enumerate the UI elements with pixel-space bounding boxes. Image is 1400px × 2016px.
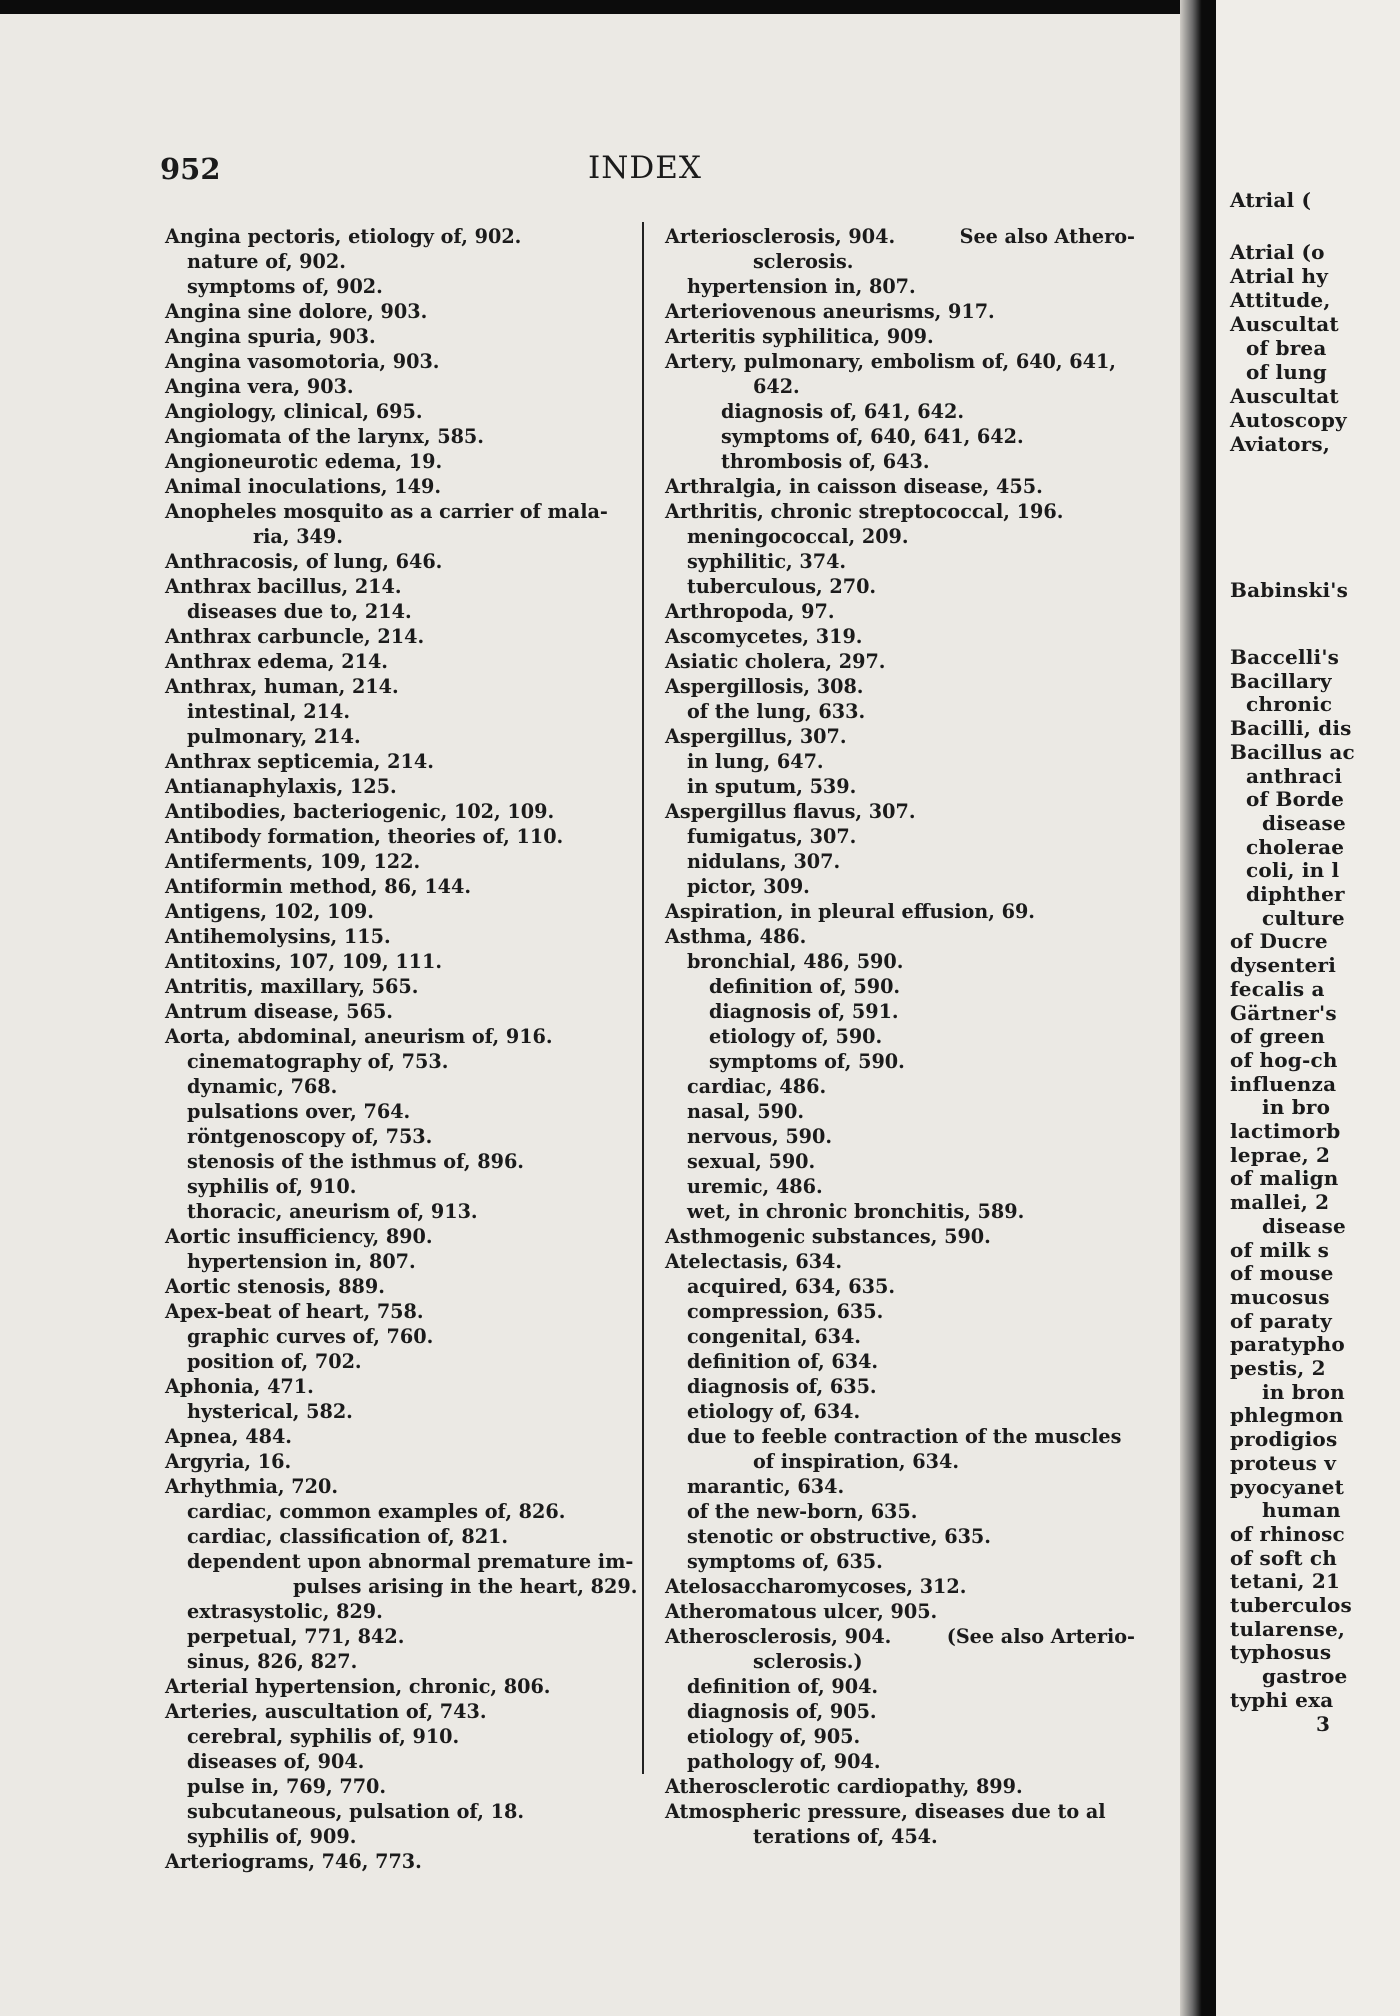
index-entry: cinematography of, 753.: [187, 1050, 449, 1073]
facing-page-line: tuberculos: [1230, 1593, 1352, 1617]
index-entry: diagnosis of, 591.: [709, 1000, 899, 1023]
index-entry: sinus, 826, 827.: [187, 1650, 358, 1673]
index-entry: hypertension in, 807.: [687, 275, 916, 298]
facing-page-line: fecalis a: [1230, 976, 1325, 1001]
index-entry: position of, 702.: [187, 1350, 362, 1373]
facing-page-line: typhosus: [1230, 1640, 1332, 1665]
index-entry: due to feeble contraction of the muscles: [687, 1425, 1122, 1448]
index-entry: dependent upon abnormal premature im-: [187, 1550, 634, 1573]
facing-page-line: of milk s: [1230, 1237, 1330, 1262]
index-entry: etiology of, 905.: [687, 1725, 861, 1748]
index-entry: Aspergillus flavus, 307.: [665, 800, 916, 823]
index-entry: acquired, 634, 635.: [687, 1275, 896, 1298]
index-entry: sclerosis.): [753, 1650, 863, 1673]
column-divider: [642, 222, 644, 1774]
index-entry: Arthritis, chronic streptococcal, 196.: [665, 500, 1064, 523]
index-entry: Antiformin method, 86, 144.: [165, 875, 472, 898]
facing-page-line: of rhinosc: [1230, 1521, 1345, 1546]
facing-page-line: proteus v: [1230, 1450, 1337, 1475]
index-entry: bronchial, 486, 590.: [687, 950, 904, 973]
facing-page-line: phlegmon: [1230, 1403, 1344, 1428]
index-entry: Arteries, auscultation of, 743.: [165, 1700, 487, 1723]
index-entry: symptoms of, 902.: [187, 275, 383, 298]
book-gutter: [1180, 0, 1216, 2016]
index-entry: thrombosis of, 643.: [721, 450, 930, 473]
index-entry: Antrum disease, 565.: [165, 1000, 393, 1023]
index-entry: Atelectasis, 634.: [665, 1250, 843, 1273]
index-entry-part: (See also Arterio-: [946, 1625, 1135, 1648]
facing-page-line: of malign: [1230, 1166, 1339, 1191]
facing-page-line: Baccelli's: [1230, 645, 1340, 669]
facing-page-line: Attitude,: [1230, 288, 1331, 312]
index-entry: Anthrax carbuncle, 214.: [165, 625, 425, 648]
index-entry: diseases of, 904.: [187, 1750, 365, 1773]
index-entry: Angina spuria, 903.: [165, 325, 376, 348]
page-title: INDEX: [588, 150, 702, 186]
facing-page-line: tetani, 21: [1230, 1569, 1341, 1594]
index-entry: Asthmogenic substances, 590.: [665, 1225, 991, 1248]
index-page: [0, 14, 1196, 2016]
facing-page-line: 3: [1316, 1711, 1331, 1736]
index-entry: Anthrax, human, 214.: [165, 675, 399, 698]
facing-page-line: of paraty: [1230, 1308, 1333, 1333]
index-entry: symptoms of, 590.: [709, 1050, 905, 1073]
facing-page-line: disease: [1262, 1213, 1346, 1238]
index-entry: in lung, 647.: [687, 750, 824, 773]
index-entry: congenital, 634.: [687, 1325, 861, 1348]
index-entry: cardiac, classification of, 821.: [187, 1525, 509, 1548]
index-entry: wet, in chronic bronchitis, 589.: [687, 1200, 1025, 1223]
index-entry: nervous, 590.: [687, 1125, 833, 1148]
facing-page-line: chronic: [1246, 692, 1333, 717]
index-entry: Antibody formation, theories of, 110.: [165, 825, 564, 848]
facing-page-line: diphther: [1246, 882, 1345, 906]
facing-page-line: cholerae: [1246, 834, 1345, 859]
index-entry: definition of, 904.: [687, 1675, 879, 1698]
index-entry: pathology of, 904.: [687, 1750, 881, 1773]
facing-page-line: in bro: [1262, 1095, 1331, 1120]
index-entry: Aphonia, 471.: [165, 1375, 314, 1398]
index-entry: sclerosis.: [753, 250, 854, 273]
index-entry: Anthracosis, of lung, 646.: [165, 550, 443, 573]
index-entry: Angiology, clinical, 695.: [165, 400, 423, 423]
index-entry: definition of, 590.: [709, 975, 901, 998]
index-column-right: [665, 224, 1135, 1849]
index-entry: subcutaneous, pulsation of, 18.: [187, 1800, 525, 1823]
index-entry: röntgenoscopy of, 753.: [187, 1125, 433, 1148]
index-entry: intestinal, 214.: [187, 700, 351, 723]
index-entry: in sputum, 539.: [687, 775, 857, 798]
index-entry: nature of, 902.: [187, 250, 346, 273]
index-entry: Anopheles mosquito as a carrier of mala-: [165, 500, 608, 523]
index-entry: Apnea, 484.: [165, 1425, 292, 1448]
index-entry: sexual, 590.: [687, 1150, 816, 1173]
index-entry: pulse in, 769, 770.: [187, 1775, 387, 1798]
index-entry: nidulans, 307.: [687, 850, 841, 873]
facing-page-line: Atrial hy: [1230, 264, 1329, 288]
index-entry: Antihemolysins, 115.: [165, 925, 391, 948]
index-entry: definition of, 634.: [687, 1350, 879, 1373]
facing-page-line: Bacilli, dis: [1230, 716, 1352, 741]
index-entry: symptoms of, 640, 641, 642.: [721, 425, 1024, 448]
facing-page-line: disease: [1262, 810, 1346, 835]
index-entry: pulmonary, 214.: [187, 725, 361, 748]
index-entry-part: Arteriosclerosis, 904.: [665, 225, 896, 248]
index-entry: compression, 635.: [687, 1300, 884, 1323]
index-entry: Angina vera, 903.: [165, 375, 354, 398]
index-entry: cerebral, syphilis of, 910.: [187, 1725, 460, 1748]
index-entry: Arteriograms, 746, 773.: [165, 1850, 422, 1873]
facing-page-line: Atrial (: [1230, 188, 1312, 212]
index-entry: Atherosclerotic cardiopathy, 899.: [665, 1775, 1023, 1798]
index-entry: Atheromatous ulcer, 905.: [665, 1600, 938, 1623]
index-entry: tuberculous, 270.: [687, 575, 877, 598]
facing-page-line: human: [1262, 1498, 1341, 1523]
facing-page-line: Gärtner's: [1230, 1000, 1337, 1025]
index-entry: fumigatus, 307.: [687, 825, 857, 848]
facing-page-line: of brea: [1246, 336, 1327, 360]
facing-page-line: in bron: [1262, 1379, 1345, 1404]
index-entry: Anthrax bacillus, 214.: [165, 575, 402, 598]
index-entry: of the lung, 633.: [687, 700, 866, 723]
index-entry: thoracic, aneurism of, 913.: [187, 1200, 478, 1223]
facing-page-line: Auscultat: [1230, 384, 1339, 408]
index-entry: cardiac, 486.: [687, 1075, 827, 1098]
index-entry: meningococcal, 209.: [687, 525, 909, 548]
index-entry: stenosis of the isthmus of, 896.: [187, 1150, 524, 1173]
facing-page-line: dysenteri: [1230, 953, 1337, 978]
index-entry: Anthrax edema, 214.: [165, 650, 388, 673]
index-entry: etiology of, 634.: [687, 1400, 861, 1423]
index-entry: stenotic or obstructive, 635.: [687, 1525, 991, 1548]
facing-page-line: Auscultat: [1230, 312, 1339, 336]
index-entry: Atmospheric pressure, diseases due to al: [665, 1800, 1106, 1823]
index-entry: Arthropoda, 97.: [665, 600, 835, 623]
index-entry: Angina vasomotoria, 903.: [165, 350, 440, 373]
index-entry-part: Atherosclerosis, 904.: [665, 1625, 892, 1648]
index-entry: diseases due to, 214.: [187, 600, 412, 623]
index-entry: syphilis of, 909.: [187, 1825, 357, 1848]
facing-page-line: lactimorb: [1230, 1119, 1341, 1143]
index-entry: symptoms of, 635.: [687, 1550, 883, 1573]
index-entry: Asiatic cholera, 297.: [665, 650, 886, 673]
index-entry: cardiac, common examples of, 826.: [187, 1500, 566, 1523]
facing-page-line: Autoscopy: [1230, 408, 1347, 432]
index-entry: hysterical, 582.: [187, 1400, 353, 1423]
index-entry: Artery, pulmonary, embolism of, 640, 641,: [665, 350, 1116, 373]
index-entry: Asthma, 486.: [665, 925, 807, 948]
facing-page-line: pestis, 2: [1230, 1356, 1326, 1380]
index-entry: Angina pectoris, etiology of, 902.: [165, 225, 522, 248]
index-entry: Apex-beat of heart, 758.: [165, 1300, 424, 1323]
index-entry: of inspiration, 634.: [753, 1450, 960, 1473]
index-entry: Arthralgia, in caisson disease, 455.: [665, 475, 1043, 498]
index-entry: etiology of, 590.: [709, 1025, 883, 1048]
index-entry: Antianaphylaxis, 125.: [165, 775, 397, 798]
index-entry: pulsations over, 764.: [187, 1100, 411, 1123]
index-entry: syphilis of, 910.: [187, 1175, 357, 1198]
index-entry: perpetual, 771, 842.: [187, 1625, 405, 1648]
index-entry: Aortic insufficiency, 890.: [165, 1225, 433, 1248]
index-entry: Aorta, abdominal, aneurism of, 916.: [165, 1025, 553, 1048]
index-entry: dynamic, 768.: [187, 1075, 338, 1098]
index-entry: terations of, 454.: [753, 1825, 938, 1848]
facing-page-line: prodigios: [1230, 1427, 1338, 1452]
index-entry: [665, 224, 1135, 249]
index-entry: Arteritis syphilitica, 909.: [665, 325, 934, 348]
facing-page-line: Bacillary: [1230, 668, 1332, 693]
facing-page-line: Bacillus ac: [1230, 739, 1355, 764]
facing-page-line: of soft ch: [1230, 1545, 1338, 1570]
facing-page-line: mucosus: [1230, 1284, 1330, 1309]
facing-page-line: paratypho: [1230, 1332, 1345, 1357]
facing-page-line: typhi exa: [1230, 1687, 1334, 1712]
facing-page-line: Atrial (o: [1230, 240, 1325, 264]
facing-page-line: anthraci: [1246, 763, 1343, 788]
index-entry: Aspiration, in pleural effusion, 69.: [665, 900, 1035, 923]
facing-page-line: of hog-ch: [1230, 1047, 1338, 1072]
facing-page-line: of green: [1230, 1024, 1326, 1049]
facing-page-line: of lung: [1246, 360, 1327, 384]
index-entry: of the new-born, 635.: [687, 1500, 918, 1523]
index-entry: Aortic stenosis, 889.: [165, 1275, 385, 1298]
index-entry: Argyria, 16.: [165, 1450, 292, 1473]
index-entry: Animal inoculations, 149.: [165, 475, 442, 498]
index-entry: Antritis, maxillary, 565.: [165, 975, 419, 998]
index-entry: pictor, 309.: [687, 875, 810, 898]
index-entry: Atelosaccharomycoses, 312.: [665, 1575, 967, 1598]
facing-page-line: tularense,: [1230, 1616, 1346, 1641]
facing-page-line: mallei, 2: [1230, 1190, 1330, 1215]
index-entry: Arhythmia, 720.: [165, 1475, 339, 1498]
index-entry: diagnosis of, 641, 642.: [721, 400, 965, 423]
index-entry: Aspergillus, 307.: [665, 725, 847, 748]
facing-page-line: leprae, 2: [1230, 1142, 1331, 1167]
index-entry: [665, 1624, 1135, 1649]
index-entry: graphic curves of, 760.: [187, 1325, 434, 1348]
index-entry: Angina sine dolore, 903.: [165, 300, 428, 323]
facing-page-line: of Ducre: [1230, 929, 1328, 954]
index-entry: hypertension in, 807.: [187, 1250, 416, 1273]
page-number: 952: [160, 152, 221, 186]
facing-page-line: of Borde: [1246, 787, 1344, 812]
index-entry: Arterial hypertension, chronic, 806.: [165, 1675, 551, 1698]
index-entry: Antibodies, bacteriogenic, 102, 109.: [165, 800, 555, 823]
index-entry: Angiomata of the larynx, 585.: [165, 425, 484, 448]
index-entry: marantic, 634.: [687, 1475, 845, 1498]
facing-page-line: of mouse: [1230, 1261, 1334, 1286]
index-entry: Antitoxins, 107, 109, 111.: [165, 950, 443, 973]
index-entry: Arteriovenous aneurisms, 917.: [665, 300, 995, 323]
index-entry: Antiferments, 109, 122.: [165, 850, 421, 873]
facing-page-line: coli, in l: [1246, 858, 1340, 883]
index-entry-part: See also Athero-: [959, 225, 1135, 248]
index-entry: uremic, 486.: [687, 1175, 823, 1198]
facing-page-fragment: [1216, 0, 1400, 2016]
facing-page-line: pyocyanet: [1230, 1474, 1345, 1499]
index-entry: Ascomycetes, 319.: [665, 625, 863, 648]
index-entry: 642.: [753, 375, 800, 398]
index-entry: diagnosis of, 635.: [687, 1375, 877, 1398]
index-entry: Anthrax septicemia, 214.: [165, 750, 434, 773]
index-entry: Antigens, 102, 109.: [165, 900, 374, 923]
facing-page-line: gastroe: [1262, 1664, 1348, 1689]
index-entry: pulses arising in the heart, 829.: [293, 1575, 638, 1598]
index-entry: extrasystolic, 829.: [187, 1600, 383, 1623]
index-entry: nasal, 590.: [687, 1100, 804, 1123]
facing-page-line: culture: [1262, 905, 1345, 930]
index-entry: syphilitic, 374.: [687, 550, 847, 573]
facing-page-line: influenza: [1230, 1071, 1337, 1096]
index-entry: Angioneurotic edema, 19.: [165, 450, 443, 473]
index-entry: ria, 349.: [253, 525, 343, 548]
index-column-left: [165, 224, 638, 1874]
index-entry: Aspergillosis, 308.: [665, 675, 864, 698]
index-entry: diagnosis of, 905.: [687, 1700, 877, 1723]
facing-page-line: Aviators,: [1230, 432, 1331, 456]
facing-page-line: Babinski's: [1230, 578, 1349, 602]
